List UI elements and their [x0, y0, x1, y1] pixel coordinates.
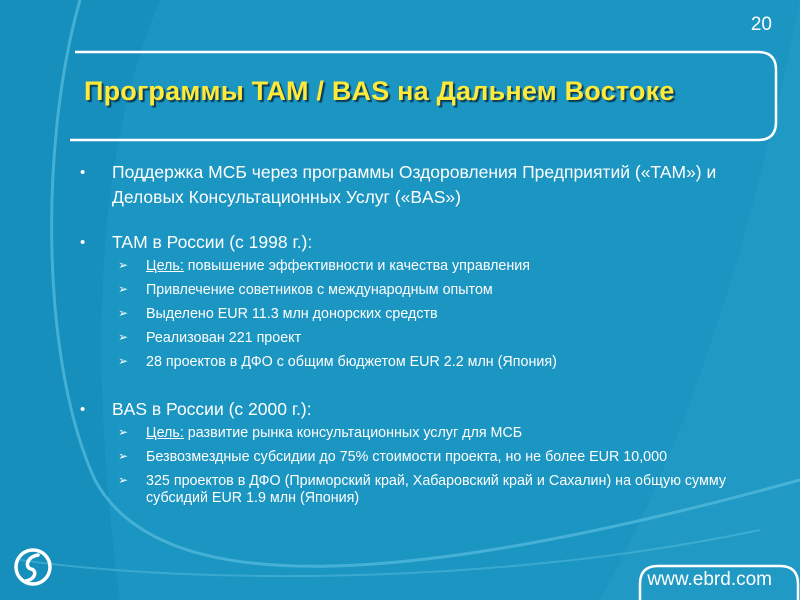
goal-label: Цель:: [146, 258, 184, 274]
sub-bullet-item: [80, 258, 790, 275]
sub-bullet-text: 325 проектов в ДФО (Приморский край, Хабаровский край и Сахалин) на общую сумму субсидий EUR 1.9 млн (Япония): [146, 473, 727, 506]
sub-bullet-item: [80, 425, 790, 442]
sub-bullet-item: [80, 449, 790, 466]
bullet-item: [80, 230, 790, 255]
bullet-item: [80, 160, 790, 210]
arrow-bullet-icon: ➢: [118, 425, 129, 439]
bullet-icon: •: [80, 164, 86, 181]
sub-bullet-item: [80, 354, 790, 371]
slide-content: [80, 160, 790, 514]
sub-bullet-text: 28 проектов в ДФО с общим бюджетом EUR 2.2 млн (Япония): [146, 354, 557, 370]
arrow-bullet-icon: ➢: [118, 282, 129, 296]
bullet-icon: •: [80, 401, 86, 418]
arrow-bullet-icon: ➢: [118, 330, 129, 344]
sub-bullet-text: Выделено EUR 11.3 млн донорских средств: [146, 306, 438, 322]
bullet-text: BAS в России (с 2000 г.):: [112, 399, 312, 419]
arrow-bullet-icon: ➢: [118, 354, 129, 368]
sub-bullet-item: [80, 330, 790, 347]
bullet-icon: •: [80, 234, 86, 251]
slide-title: Программы TAM / BAS на Дальнем Востоке: [84, 76, 675, 106]
sub-bullet-text: Реализован 221 проект: [146, 330, 302, 346]
page-number: 20: [750, 14, 772, 35]
sub-bullet-item: [80, 282, 790, 299]
arrow-bullet-icon: ➢: [118, 449, 129, 463]
sub-bullet-text: повышение эффективности и качества управления: [183, 258, 531, 274]
sub-bullet-item: [80, 473, 766, 507]
goal-label: Цель:: [146, 425, 184, 441]
bullet-item: [80, 397, 790, 422]
ebrd-logo-icon: [14, 548, 52, 586]
arrow-bullet-icon: ➢: [118, 306, 129, 320]
sub-bullet-item: [80, 306, 790, 323]
sub-bullet-text: развитие рынка консультационных услуг для МСБ: [183, 425, 523, 441]
sub-bullet-list: [80, 425, 790, 507]
bullet-text: Поддержка МСБ через программы Оздоровления Предприятий («TAM») и Деловых Консультационных Услуг («BAS»): [112, 162, 717, 207]
footer-url[interactable]: www.ebrd.com: [647, 569, 772, 590]
arrow-bullet-icon: ➢: [118, 473, 129, 487]
sub-bullet-text: Безвозмездные субсидии до 75% стоимости проекта, но не более EUR 10,000: [146, 449, 668, 465]
arrow-bullet-icon: ➢: [118, 258, 129, 272]
sub-bullet-list: [80, 258, 790, 371]
sub-bullet-text: Привлечение советников с международным опытом: [146, 282, 493, 298]
bullet-text: TAM в России (с 1998 г.):: [112, 232, 313, 252]
